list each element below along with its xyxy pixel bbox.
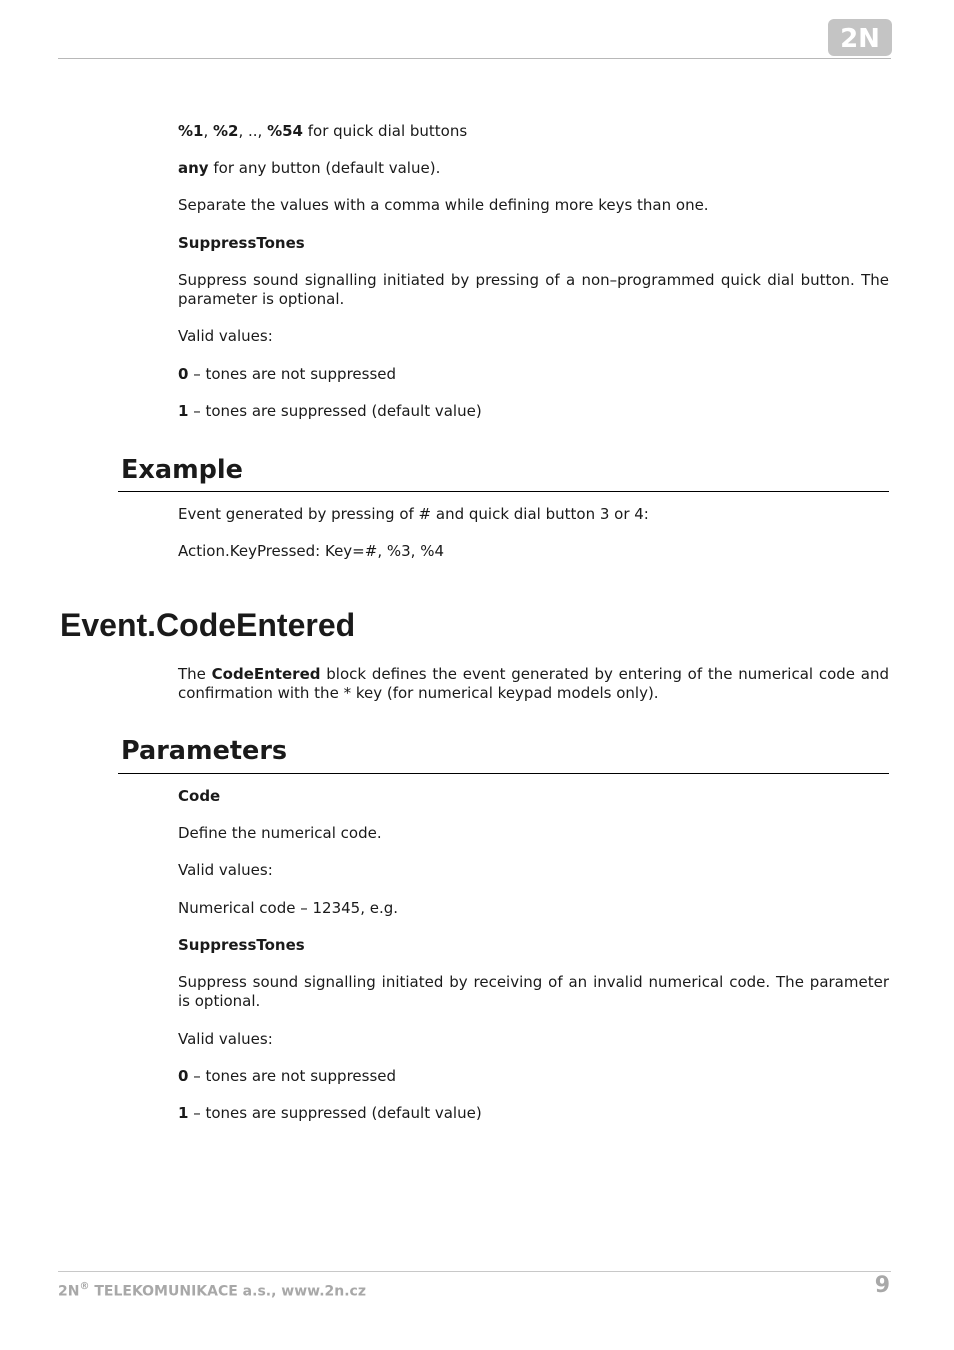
valid-values-label: Valid values:	[178, 327, 273, 345]
parameters-rule	[118, 773, 889, 774]
example-rule	[118, 491, 889, 492]
suppress-tones-title: SuppressTones	[178, 234, 305, 252]
param-suppress-title: SuppressTones	[178, 936, 305, 954]
example-heading: Example	[121, 455, 243, 485]
code-example: Numerical code – 12345, e.g.	[178, 899, 399, 917]
suppress-tones-desc: Suppress sound signalling initiated by pressing of a non–programmed quick dial button. The parameter is optional.	[178, 271, 889, 308]
example-desc: Event generated by pressing of # and quick dial button 3 or 4:	[178, 505, 649, 523]
event-heading: Event.CodeEntered	[60, 607, 356, 643]
example-code: Action.KeyPressed: Key=#, %3, %4	[178, 542, 444, 560]
footer-company: 2N® TELEKOMUNIKACE a.s., www.2n.cz	[58, 1281, 366, 1300]
code-title: Code	[178, 787, 221, 805]
quick-dial-values: %1, %2, .., %54 for quick dial buttons	[178, 122, 468, 140]
page-number: 9	[874, 1273, 890, 1298]
value-1: 1 – tones are suppressed (default value)	[178, 402, 482, 420]
param-suppress-desc: Suppress sound signalling initiated by receiving of an invalid numerical code. The parameter is optional.	[178, 973, 889, 1010]
company-logo	[828, 19, 892, 56]
separate-note: Separate the values with a comma while defining more keys than one.	[178, 196, 709, 214]
code-valid-label: Valid values:	[178, 861, 273, 879]
param-value-0: 0 – tones are not suppressed	[178, 1067, 397, 1085]
header-rule	[58, 58, 891, 59]
parameters-heading: Parameters	[121, 736, 288, 766]
any-value: any for any button (default value).	[178, 159, 441, 177]
value-0: 0 – tones are not suppressed	[178, 365, 397, 383]
footer-rule	[58, 1271, 891, 1272]
event-intro: The CodeEntered block defines the event generated by entering of the numerical code and confirmation with the * key (for numerical keypad models only).	[178, 665, 889, 702]
code-desc: Define the numerical code.	[178, 824, 382, 842]
param-value-1: 1 – tones are suppressed (default value)	[178, 1104, 482, 1122]
svg-text:2N: 2N	[840, 24, 880, 54]
param-valid-label: Valid values:	[178, 1030, 273, 1048]
